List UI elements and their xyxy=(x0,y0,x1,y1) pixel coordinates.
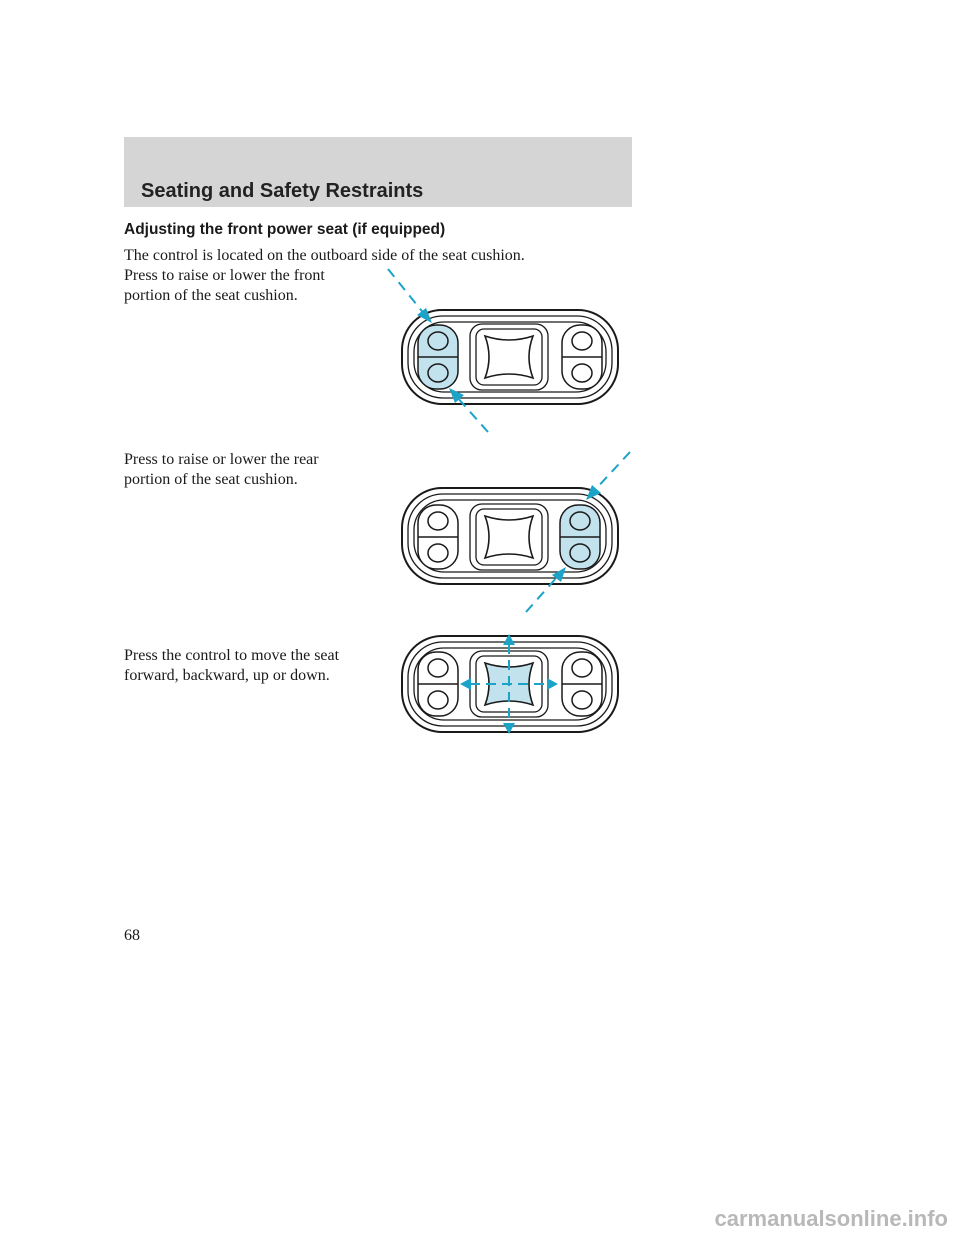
step-1-line-1: Press to raise or lower the front xyxy=(124,267,325,284)
section-heading: Adjusting the front power seat (if equipped) xyxy=(124,221,446,238)
intro-text: The control is located on the outboard side of the seat cushion. xyxy=(124,247,525,264)
header-band xyxy=(124,137,632,207)
step-3-text xyxy=(124,646,364,686)
center-control[interactable] xyxy=(470,324,548,390)
rear-switch[interactable] xyxy=(562,652,602,716)
seat-control-diagram-center xyxy=(380,630,650,740)
seat-control-diagram-rear xyxy=(380,448,650,618)
center-control[interactable] xyxy=(470,504,548,570)
four-way-arrows xyxy=(460,634,558,734)
front-switch[interactable] xyxy=(418,505,458,569)
front-up-arrow xyxy=(388,269,432,323)
rear-up-arrow xyxy=(586,452,630,500)
step-2-text xyxy=(124,450,364,490)
step-3-line-1: Press the control to move the seat xyxy=(124,647,340,664)
seat-control-diagram-front xyxy=(380,266,650,436)
page-header-title: Seating and Safety Restraints xyxy=(141,180,424,202)
front-switch[interactable] xyxy=(418,325,458,389)
watermark: carmanualsonline.info xyxy=(714,1206,948,1231)
front-switch[interactable] xyxy=(418,652,458,716)
step-1-line-2: portion of the seat cushion. xyxy=(124,287,298,304)
step-1-text xyxy=(124,266,364,306)
step-3-line-2: forward, backward, up or down. xyxy=(124,667,330,684)
page-number: 68 xyxy=(124,927,140,944)
rear-down-arrow xyxy=(526,567,566,612)
step-2-line-2: portion of the seat cushion. xyxy=(124,471,298,488)
step-2-line-1: Press to raise or lower the rear xyxy=(124,451,319,468)
front-down-arrow xyxy=(449,388,488,432)
rear-switch[interactable] xyxy=(562,325,602,389)
rear-switch[interactable] xyxy=(560,505,600,569)
